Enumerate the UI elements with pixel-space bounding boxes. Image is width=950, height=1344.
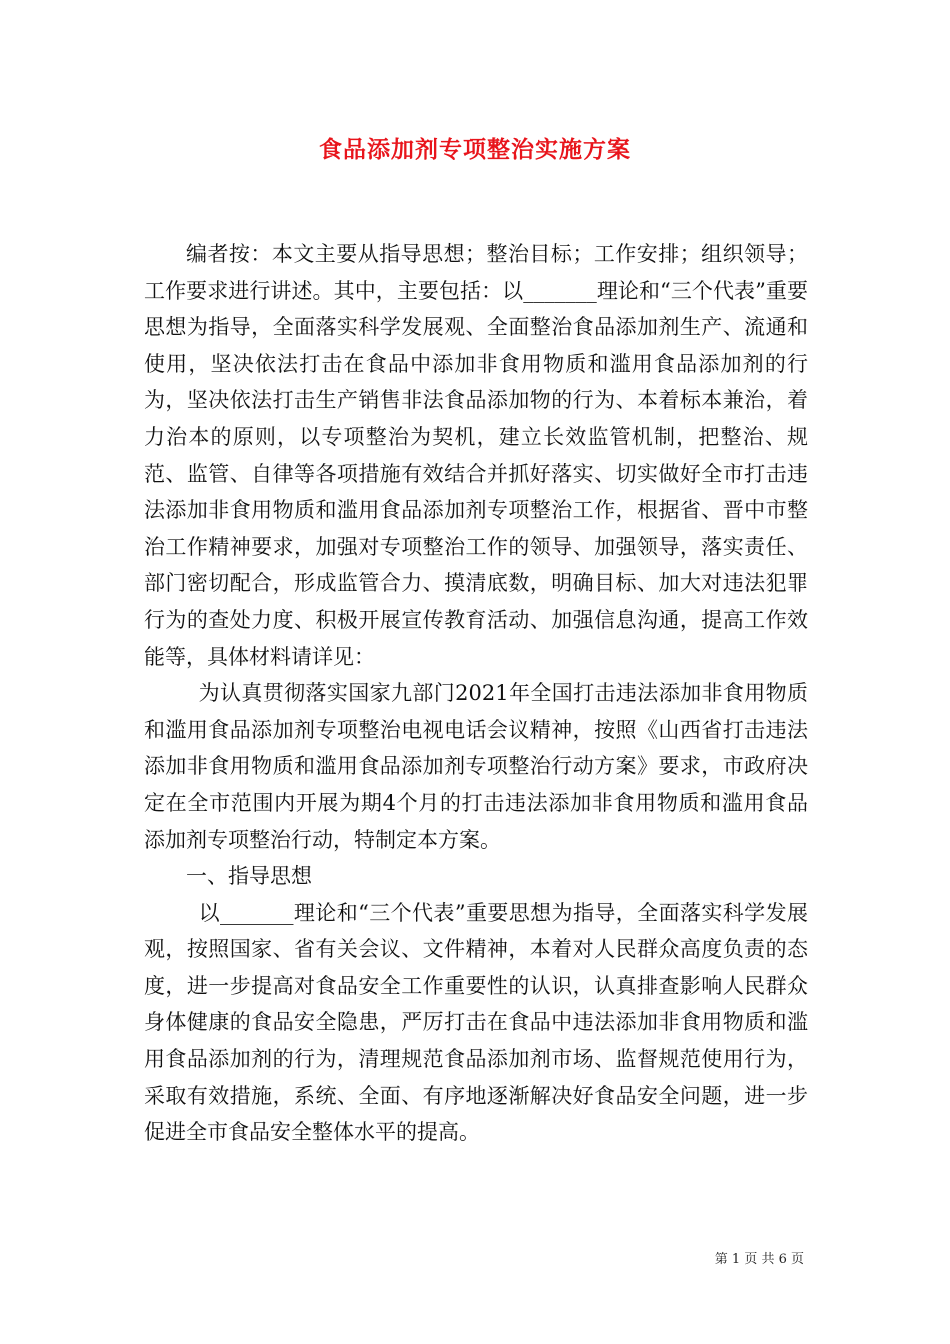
intro-paragraph: 为认真贯彻落实国家九部门2021年全国打击违法添加非食用物质和滥用食品添加剂专项整治电视电话会议精神，按照《山西省打击违法添加非食用物质和滥用食品添加剂专项整治行动方案》要求，市政府决定在全市范围内开展为期4个月的打击违法添加非食用物质和滥用食品添加剂专项整治行动，特制定本方案。 bbox=[144, 681, 808, 852]
section-heading-guiding-ideology: 一、指导思想 bbox=[186, 864, 312, 889]
page-number: 第 1 页 共 6 页 bbox=[714, 1252, 804, 1267]
document-body bbox=[144, 236, 808, 1151]
editor-note-paragraph: 编者按：本文主要从指导思想；整治目标；工作安排；组织领导；工作要求进行讲述。其中，主要包括：以_______理论和“三个代表”重要思想为指导，全面落实科学发展观、全面整治食品添加剂生产、流通和使用，坚决依法打击在食品中添加非食用物质和滥用食品添加剂的行为，坚决依法打击生产销售非法食品添加物的行为、本着标本兼治，着力治本的原则，以专项整治为契机，建立长效监管机制，把整治、规范、监管、自律等各项措施有效结合并抓好落实、切实做好全市打击违法添加非食用物质和滥用食品添加剂专项整治工作，根据省、晋中市整治工作精神要求，加强对专项整治工作的领导、加强领导，落实责任、部门密切配合，形成监管合力、摸清底数，明确目标、加大对违法犯罪行为的查处力度、积极开展宣传教育活动、加强信息沟通，提高工作效能等，具体材料请详见： bbox=[144, 242, 808, 669]
guiding-ideology-paragraph: 以_______理论和“三个代表”重要思想为指导，全面落实科学发展观，按照国家、省有关会议、文件精神，本着对人民群众高度负责的态度，进一步提高对食品安全工作重要性的认识，认真排查影响人民群众身体健康的食品安全隐患，严厉打击在食品中违法添加非食用物质和滥用食品添加剂的行为，清理规范食品添加剂市场、监督规范使用行为，采取有效措施，系统、全面、有序地逐渐解决好食品安全问题，进一步促进全市食品安全整体水平的提高。 bbox=[144, 900, 808, 1145]
document-title: 食品添加剂专项整治实施方案 bbox=[319, 136, 631, 163]
